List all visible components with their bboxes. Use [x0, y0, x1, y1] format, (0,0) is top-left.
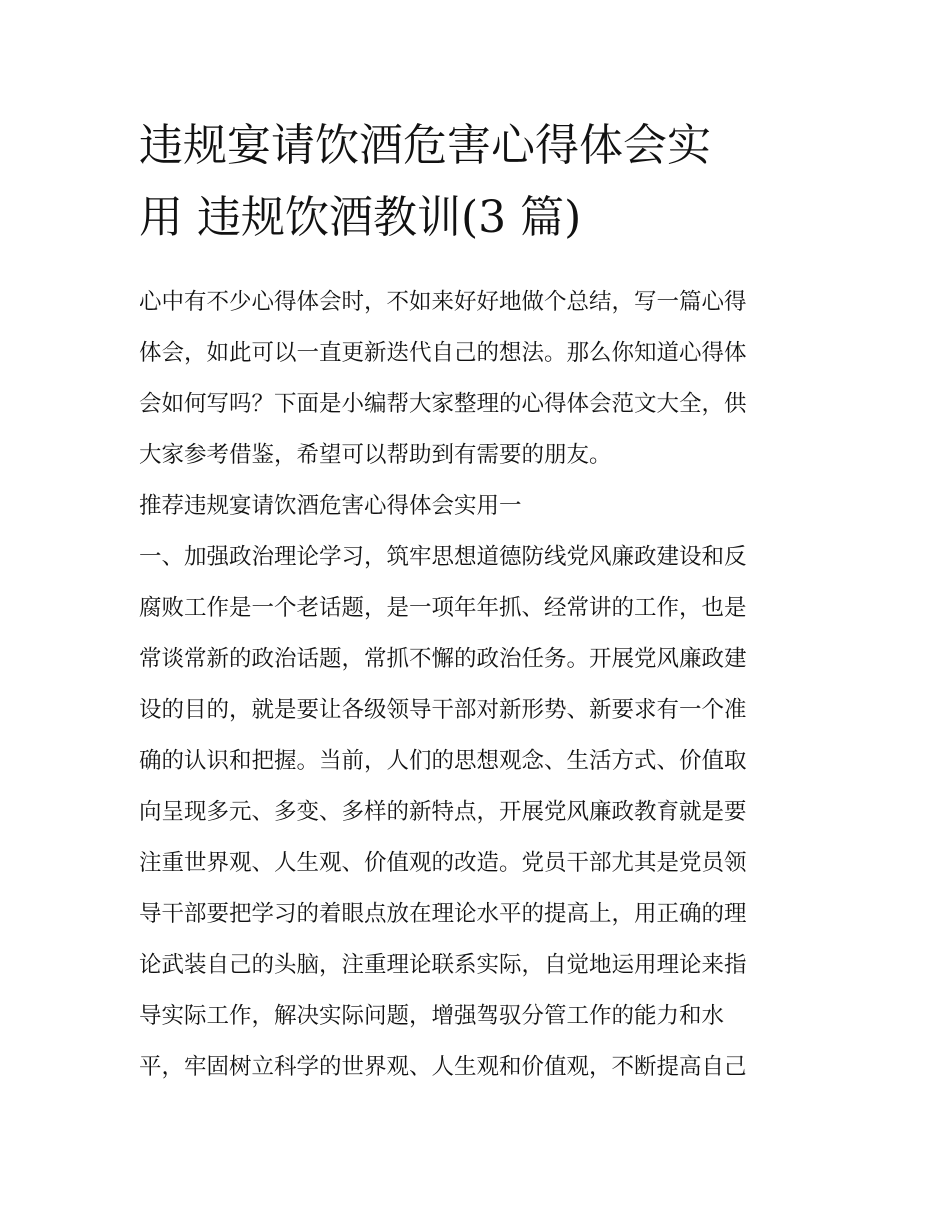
paragraph-line: 导干部要把学习的着眼点放在理论水平的提高上，用正确的理 — [139, 901, 747, 927]
section-heading: 推荐违规宴请饮酒危害心得体会实用一 — [139, 493, 522, 519]
paragraph-line: 注重世界观、人生观、价值观的改造。党员干部尤其是党员领 — [139, 850, 747, 876]
title-line: 违规宴请饮酒危害心得体会实 — [139, 120, 711, 171]
intro-line: 心中有不少心得体会时，不如来好好地做个总结，写一篇心得 — [139, 289, 747, 315]
paragraph-line: 一、加强政治理论学习，筑牢思想道德防线党风廉政建设和反 — [139, 544, 747, 570]
intro-line: 会如何写吗？下面是小编帮大家整理的心得体会范文大全，供 — [139, 391, 747, 417]
paragraph-line: 向呈现多元、多变、多样的新特点，开展党风廉政教育就是要 — [139, 799, 747, 825]
paragraph-line: 腐败工作是一个老话题，是一项年年抓、经常讲的工作，也是 — [139, 595, 747, 621]
title-line: 用 违规饮酒教训(3 篇) — [139, 192, 582, 243]
document-title — [139, 110, 819, 254]
paragraph-line: 论武装自己的头脑，注重理论联系实际，自觉地运用理论来指 — [139, 952, 747, 978]
paragraph-line: 确的认识和把握。当前，人们的思想观念、生活方式、价值取 — [139, 748, 747, 774]
paragraph-line: 常谈常新的政治话题，常抓不懈的政治任务。开展党风廉政建 — [139, 646, 747, 672]
paragraph-line: 导实际工作，解决实际问题，增强驾驭分管工作的能力和水 — [139, 1003, 725, 1029]
paragraph-line: 平，牢固树立科学的世界观、人生观和价值观，不断提高自己 — [139, 1054, 747, 1080]
intro-line: 体会，如此可以一直更新迭代自己的想法。那么你知道心得体 — [139, 340, 747, 366]
intro-line: 大家参考借鉴，希望可以帮助到有需要的朋友。 — [139, 442, 612, 468]
paragraph-line: 设的目的，就是要让各级领导干部对新形势、新要求有一个准 — [139, 697, 747, 723]
document-body — [139, 280, 829, 1096]
